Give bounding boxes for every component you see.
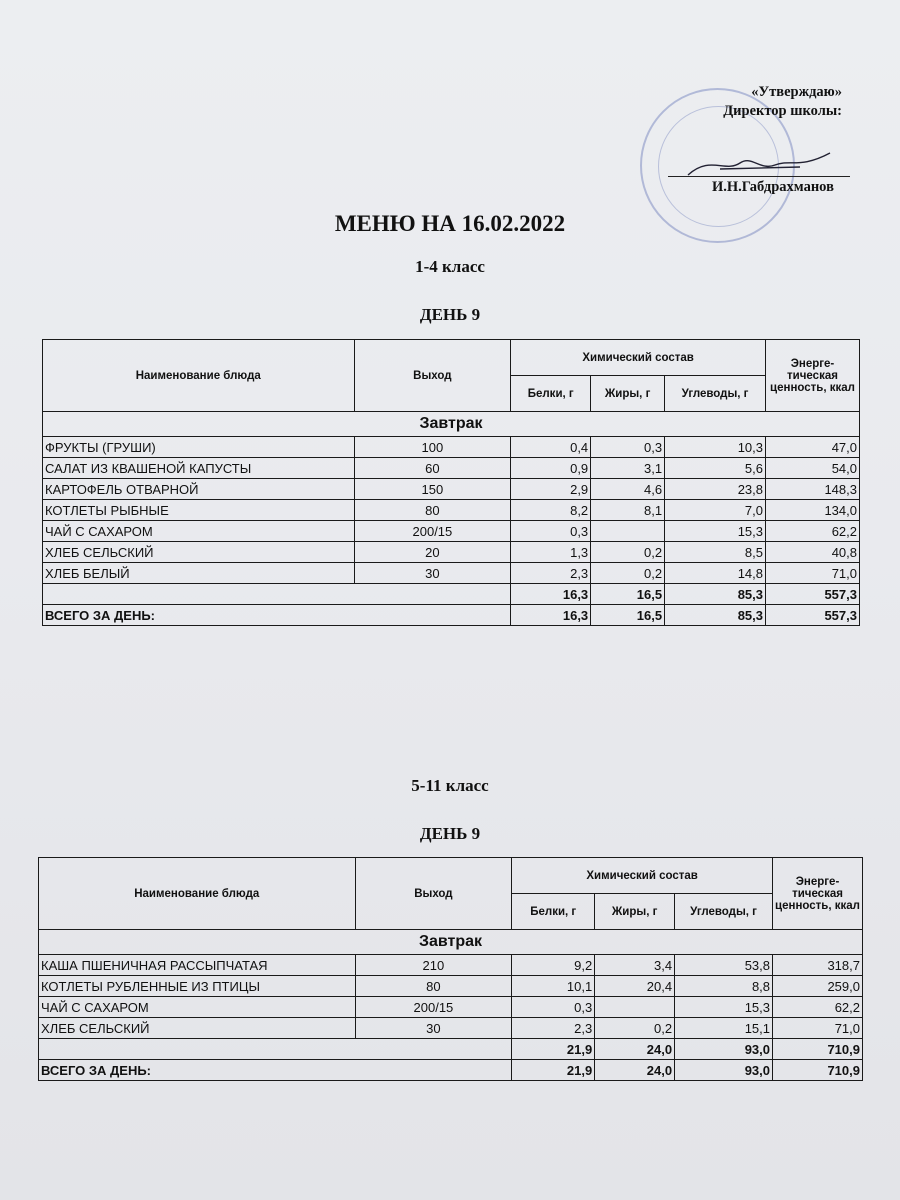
grade-title-1: 1-4 класс: [415, 257, 485, 276]
total-protein: 21,9: [512, 1060, 595, 1081]
total-carbs: 93,0: [675, 1060, 773, 1081]
dish-name: КАША ПШЕНИЧНАЯ РАССЫПЧАТАЯ: [39, 955, 356, 976]
dish-name: ЧАЙ С САХАРОМ: [43, 521, 355, 542]
dish-protein: 10,1: [512, 976, 595, 997]
approval-line-2: Директор школы:: [723, 103, 842, 119]
table-row: [39, 976, 863, 997]
dish-carbs: 23,8: [665, 479, 766, 500]
menu-table-1: [42, 339, 860, 626]
dish-name: КОТЛЕТЫ РЫБНЫЕ: [43, 500, 355, 521]
menu-table-2: [38, 857, 863, 1081]
dish-name: ХЛЕБ БЕЛЫЙ: [43, 563, 355, 584]
subtotal-fat: 16,5: [591, 584, 665, 605]
subtotal-energy: 557,3: [766, 584, 860, 605]
dish-carbs: 8,5: [665, 542, 766, 563]
approval-block: [622, 83, 842, 121]
dish-energy: 54,0: [766, 458, 860, 479]
dish-carbs: 14,8: [665, 563, 766, 584]
header-output: Выход: [355, 858, 512, 930]
table-row: [43, 542, 860, 563]
total-carbs: 85,3: [665, 605, 766, 626]
header-carbs: Углеводы, г: [675, 894, 773, 930]
dish-protein: 0,3: [511, 521, 591, 542]
dish-name: ФРУКТЫ (ГРУШИ): [43, 437, 355, 458]
day-title-2: ДЕНЬ 9: [419, 824, 481, 843]
dish-output: 60: [354, 458, 511, 479]
subtotal-row: [43, 584, 860, 605]
total-row: [39, 1060, 863, 1081]
total-energy: 710,9: [773, 1060, 863, 1081]
header-dish: Наименование блюда: [39, 858, 356, 930]
dish-output: 210: [355, 955, 512, 976]
header-fat: Жиры, г: [591, 376, 665, 412]
dish-name: САЛАТ ИЗ КВАШЕНОЙ КАПУСТЫ: [43, 458, 355, 479]
total-label: ВСЕГО ЗА ДЕНЬ:: [43, 605, 511, 626]
dish-output: 30: [355, 1018, 512, 1039]
table-row: [39, 997, 863, 1018]
header-chem: Химический состав: [511, 340, 766, 376]
header-protein: Белки, г: [511, 376, 591, 412]
dish-protein: 0,9: [511, 458, 591, 479]
total-row: [43, 605, 860, 626]
subtotal-fat: 24,0: [595, 1039, 675, 1060]
dish-name: ХЛЕБ СЕЛЬСКИЙ: [39, 1018, 356, 1039]
table-row: [43, 521, 860, 542]
grade-title-2: 5-11 класс: [411, 776, 489, 795]
dish-fat: 4,6: [591, 479, 665, 500]
table-row: [43, 500, 860, 521]
dish-protein: 0,4: [511, 437, 591, 458]
dish-energy: 62,2: [766, 521, 860, 542]
dish-carbs: 8,8: [675, 976, 773, 997]
dish-fat: 8,1: [591, 500, 665, 521]
dish-carbs: 15,1: [675, 1018, 773, 1039]
table-row: [39, 955, 863, 976]
dish-output: 30: [354, 563, 511, 584]
dish-energy: 62,2: [773, 997, 863, 1018]
approval-line-1: «Утверждаю»: [751, 84, 842, 100]
header-energy: Энерге-тическая ценность, ккал: [766, 340, 860, 412]
dish-energy: 71,0: [773, 1018, 863, 1039]
dish-protein: 8,2: [511, 500, 591, 521]
dish-output: 200/15: [355, 997, 512, 1018]
header-protein: Белки, г: [512, 894, 595, 930]
dish-name: КАРТОФЕЛЬ ОТВАРНОЙ: [43, 479, 355, 500]
table-body-1: [43, 437, 860, 584]
header-chem: Химический состав: [512, 858, 773, 894]
header-fat: Жиры, г: [595, 894, 675, 930]
dish-fat: 0,2: [591, 542, 665, 563]
subtotal-row: [39, 1039, 863, 1060]
dish-output: 20: [354, 542, 511, 563]
dish-protein: 9,2: [512, 955, 595, 976]
director-name: И.Н.Габдрахманов: [712, 179, 834, 195]
subtotal-protein: 21,9: [512, 1039, 595, 1060]
dish-protein: 2,9: [511, 479, 591, 500]
dish-name: ЧАЙ С САХАРОМ: [39, 997, 356, 1018]
dish-energy: 47,0: [766, 437, 860, 458]
dish-energy: 148,3: [766, 479, 860, 500]
dish-carbs: 53,8: [675, 955, 773, 976]
dish-fat: 0,2: [591, 563, 665, 584]
dish-protein: 0,3: [512, 997, 595, 1018]
table-row: [43, 458, 860, 479]
page-title: МЕНЮ НА 16.02.2022: [334, 211, 566, 236]
dish-fat: 3,4: [595, 955, 675, 976]
total-label: ВСЕГО ЗА ДЕНЬ:: [39, 1060, 512, 1081]
total-protein: 16,3: [511, 605, 591, 626]
dish-output: 150: [354, 479, 511, 500]
dish-fat: [591, 521, 665, 542]
dish-output: 80: [355, 976, 512, 997]
subtotal-protein: 16,3: [511, 584, 591, 605]
dish-energy: 318,7: [773, 955, 863, 976]
dish-energy: 134,0: [766, 500, 860, 521]
subtotal-energy: 710,9: [773, 1039, 863, 1060]
dish-output: 100: [354, 437, 511, 458]
header-energy: Энерге-тическая ценность, ккал: [773, 858, 863, 930]
meal-header: Завтрак: [39, 930, 863, 955]
subtotal-carbs: 93,0: [675, 1039, 773, 1060]
meal-header: Завтрак: [43, 412, 860, 437]
dish-name: ХЛЕБ СЕЛЬСКИЙ: [43, 542, 355, 563]
dish-protein: 1,3: [511, 542, 591, 563]
dish-energy: 259,0: [773, 976, 863, 997]
dish-carbs: 7,0: [665, 500, 766, 521]
dish-fat: 0,2: [595, 1018, 675, 1039]
dish-output: 80: [354, 500, 511, 521]
table-row: [43, 563, 860, 584]
dish-carbs: 10,3: [665, 437, 766, 458]
dish-carbs: 15,3: [675, 997, 773, 1018]
header-output: Выход: [354, 340, 511, 412]
dish-fat: 0,3: [591, 437, 665, 458]
table-row: [39, 1018, 863, 1039]
dish-output: 200/15: [354, 521, 511, 542]
dish-energy: 40,8: [766, 542, 860, 563]
header-dish: Наименование блюда: [43, 340, 355, 412]
header-carbs: Углеводы, г: [665, 376, 766, 412]
total-energy: 557,3: [766, 605, 860, 626]
total-fat: 16,5: [591, 605, 665, 626]
day-title-1: ДЕНЬ 9: [419, 305, 481, 324]
table-row: [43, 479, 860, 500]
total-fat: 24,0: [595, 1060, 675, 1081]
dish-protein: 2,3: [511, 563, 591, 584]
dish-energy: 71,0: [766, 563, 860, 584]
table-body-2: [39, 955, 863, 1039]
subtotal-carbs: 85,3: [665, 584, 766, 605]
dish-protein: 2,3: [512, 1018, 595, 1039]
signature-line: [668, 176, 850, 177]
dish-carbs: 15,3: [665, 521, 766, 542]
table-row: [43, 437, 860, 458]
dish-carbs: 5,6: [665, 458, 766, 479]
dish-fat: [595, 997, 675, 1018]
dish-name: КОТЛЕТЫ РУБЛЕННЫЕ ИЗ ПТИЦЫ: [39, 976, 356, 997]
dish-fat: 20,4: [595, 976, 675, 997]
dish-fat: 3,1: [591, 458, 665, 479]
